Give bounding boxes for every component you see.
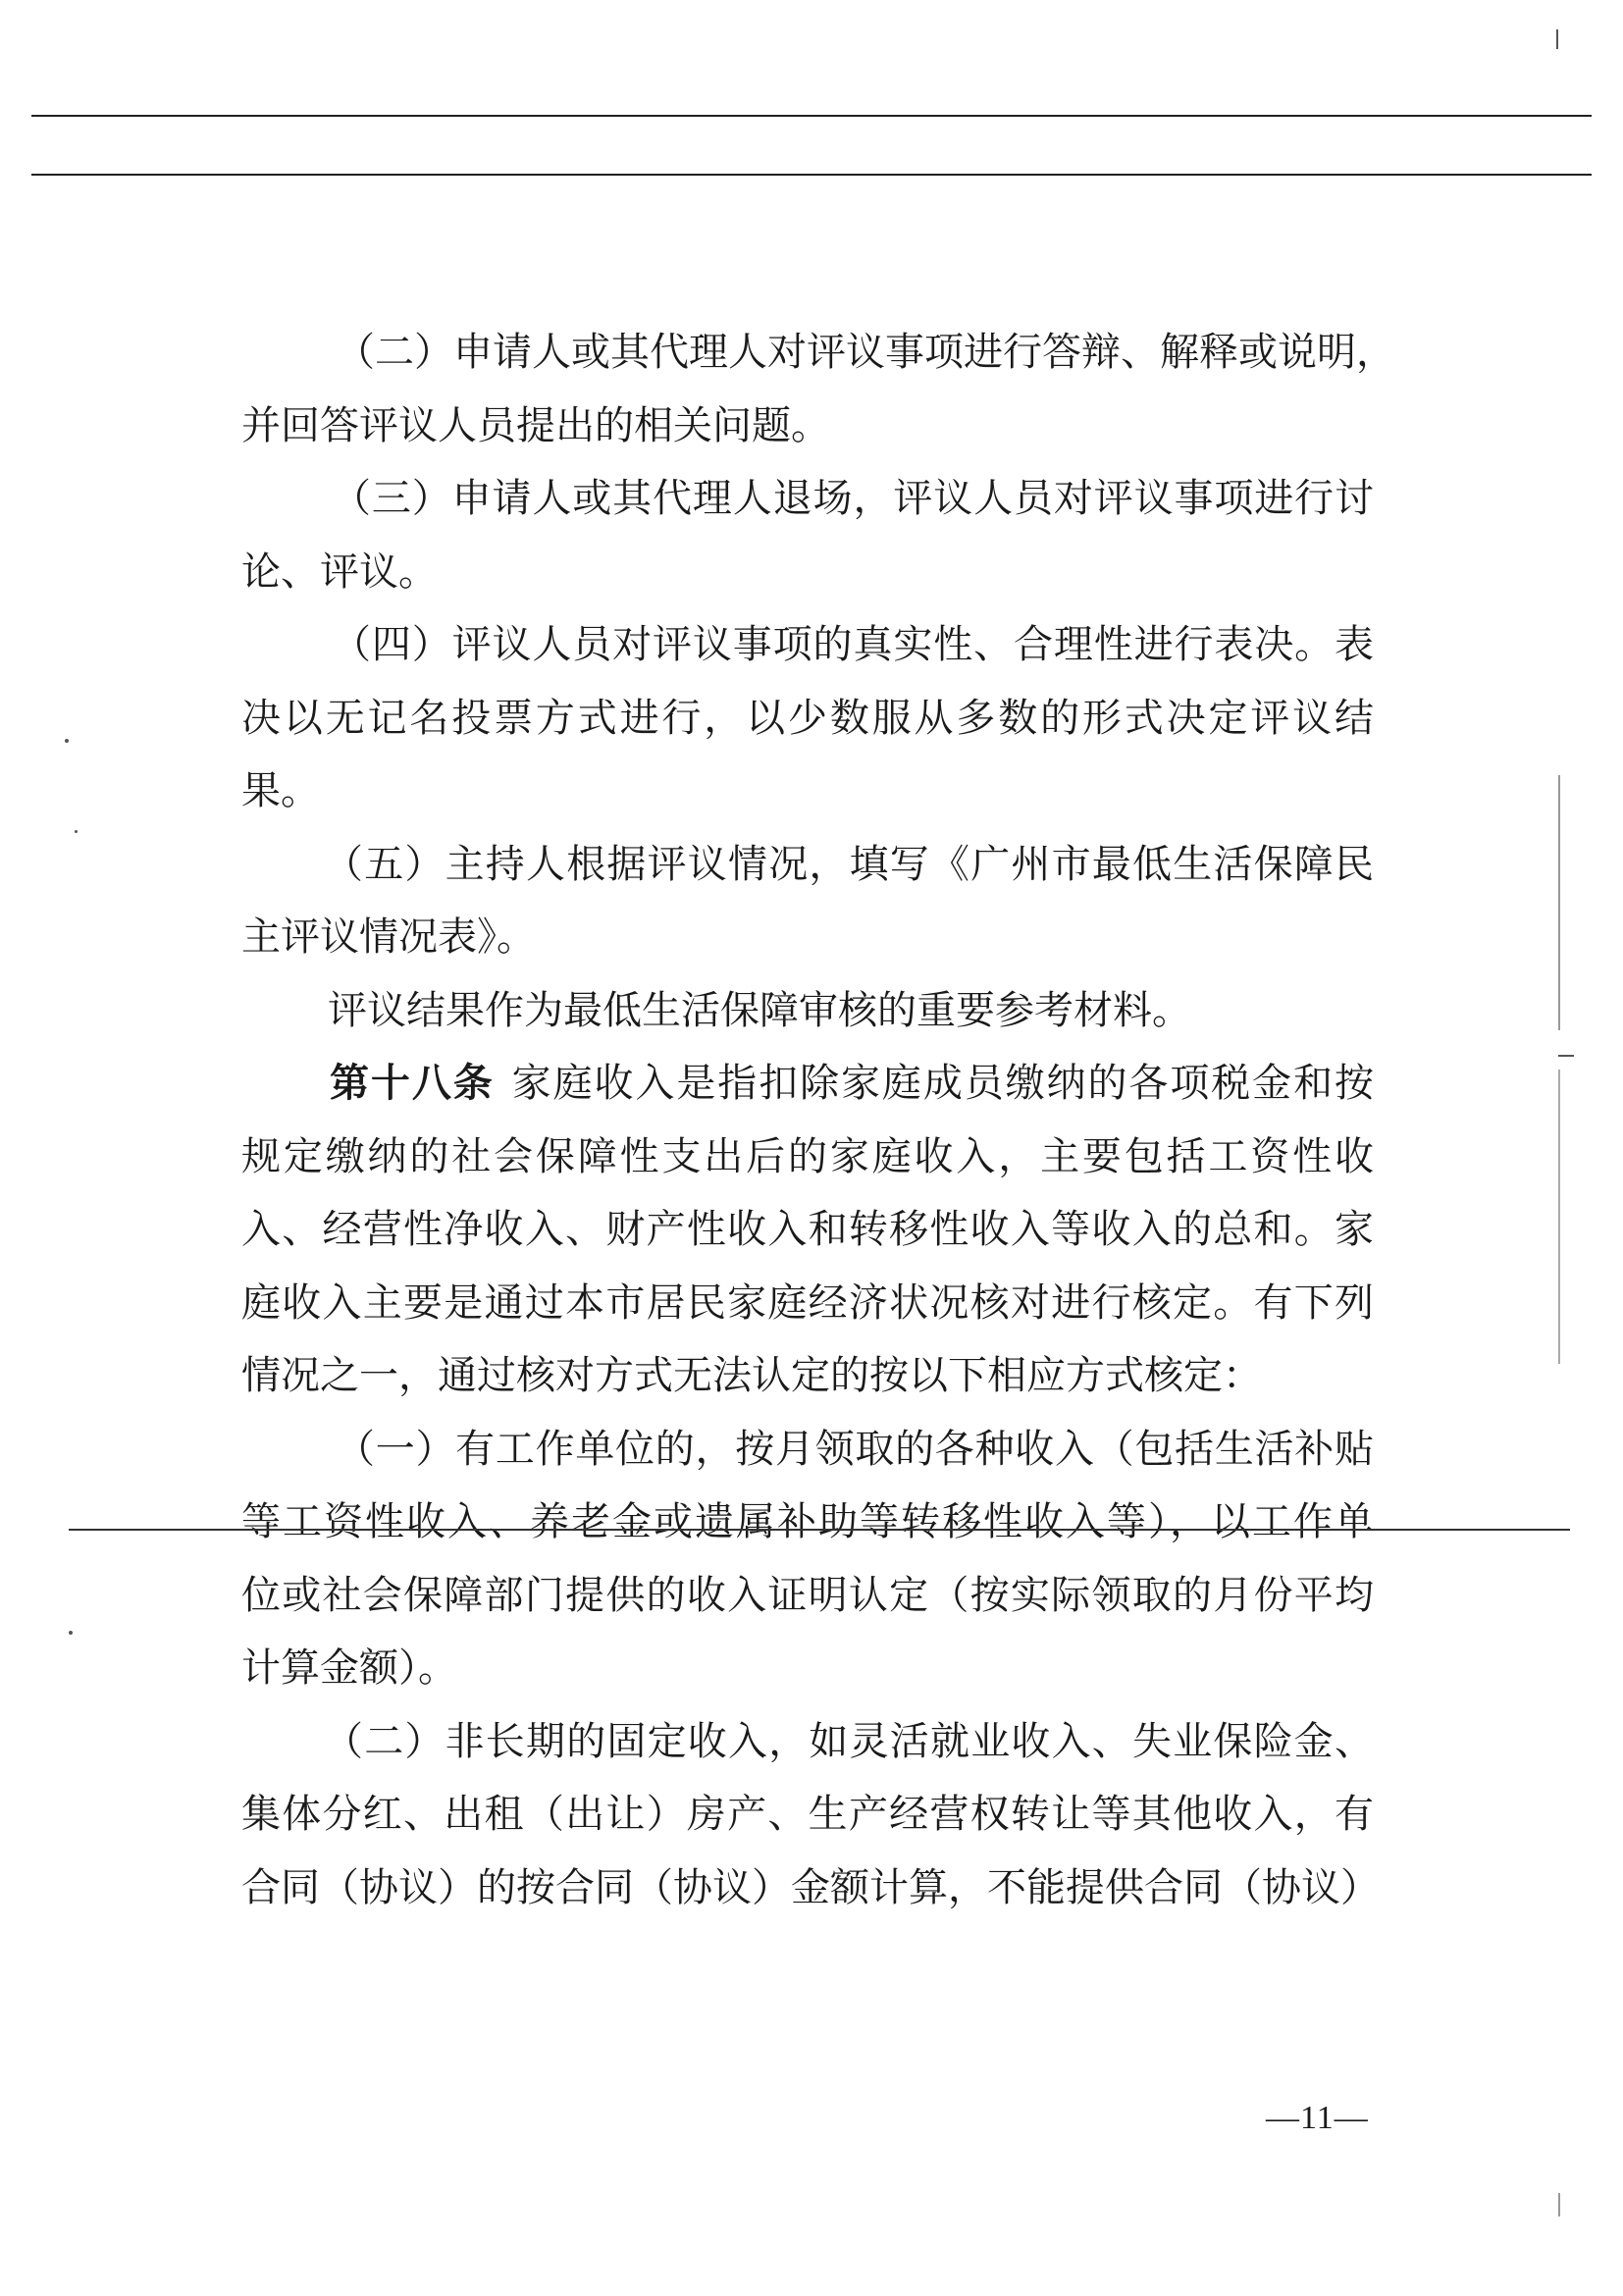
scan-artifact-dot <box>69 1631 73 1635</box>
scan-artifact-mark <box>1558 1070 1560 1364</box>
header-rule-top <box>31 115 1592 117</box>
scan-artifact-dot <box>75 830 78 833</box>
text-line: 计算金额）。 <box>241 1645 457 1691</box>
text-line: 果。 <box>241 768 320 813</box>
scan-crossout-line <box>69 1529 1570 1531</box>
document-body <box>241 316 1395 1924</box>
scan-artifact-mark <box>1556 29 1558 49</box>
text-line: 评议结果作为最低生活保障审核的重要参考材料。 <box>328 987 1191 1033</box>
text-line: 主评议情况表》。 <box>241 914 536 960</box>
scan-artifact-mark <box>1558 1055 1574 1057</box>
text-line: （二）申请人或其代理人对评议事项进行答辩、解释或说明， <box>336 330 1395 375</box>
text-line: 位或社会保障部门提供的收入证明认定（按实际领取的月份平均 <box>241 1572 1374 1618</box>
text-line: （三）申请人或其代理人退场，评议人员对评议事项进行讨 <box>332 476 1374 521</box>
scan-artifact-dot <box>65 739 69 743</box>
text-line: （四）评议人员对评议事项的真实性、合理性进行表决。表 <box>332 622 1374 667</box>
text-line: （一）有工作单位的，按月领取的各种收入（包括生活补贴 <box>336 1426 1374 1472</box>
scan-artifact-mark <box>1558 775 1560 1030</box>
header-rule-second <box>31 174 1592 176</box>
page-number: —11— <box>1266 2100 1369 2136</box>
text-line: 决以无记名投票方式进行，以少数服从多数的形式决定评议结 <box>241 695 1374 741</box>
text-line: 入、经营性净收入、财产性收入和转移性收入等收入的总和。家 <box>241 1207 1374 1252</box>
text-line: （五）主持人根据评议情况，填写《广州市最低生活保障民 <box>324 841 1374 887</box>
article-label: 第十八条 <box>330 1060 495 1106</box>
text-line: （二）非长期的固定收入，如灵活就业收入、失业保险金、 <box>324 1718 1374 1764</box>
text-line: 等工资性收入、养老金或遗属补助等转移性收入等），以工作单 <box>241 1499 1374 1544</box>
text-line: 集体分红、出租（出让）房产、生产经营权转让等其他收入，有 <box>241 1792 1374 1837</box>
scan-artifact-mark <box>1558 2193 1560 2217</box>
text-line: 论、评议。 <box>241 548 438 595</box>
text-line: 合同（协议）的按合同（协议）金额计算，不能提供合同（协议） <box>241 1864 1380 1910</box>
text-line: 情况之一，通过核对方式无法认定的按以下相应方式核定： <box>241 1353 1262 1398</box>
article-first-line-text: 家庭收入是指扣除家庭成员缴纳的各项税金和按 <box>511 1061 1375 1106</box>
text-line: 规定缴纳的社会保障性支出后的家庭收入，主要包括工资性收 <box>241 1133 1374 1179</box>
text-line: 庭收入主要是通过本市居民家庭经济状况核对进行核定。有下列 <box>241 1279 1374 1326</box>
article-first-line <box>241 1047 1374 1121</box>
text-line: 并回答评议人员提出的相关问题。 <box>241 402 830 448</box>
